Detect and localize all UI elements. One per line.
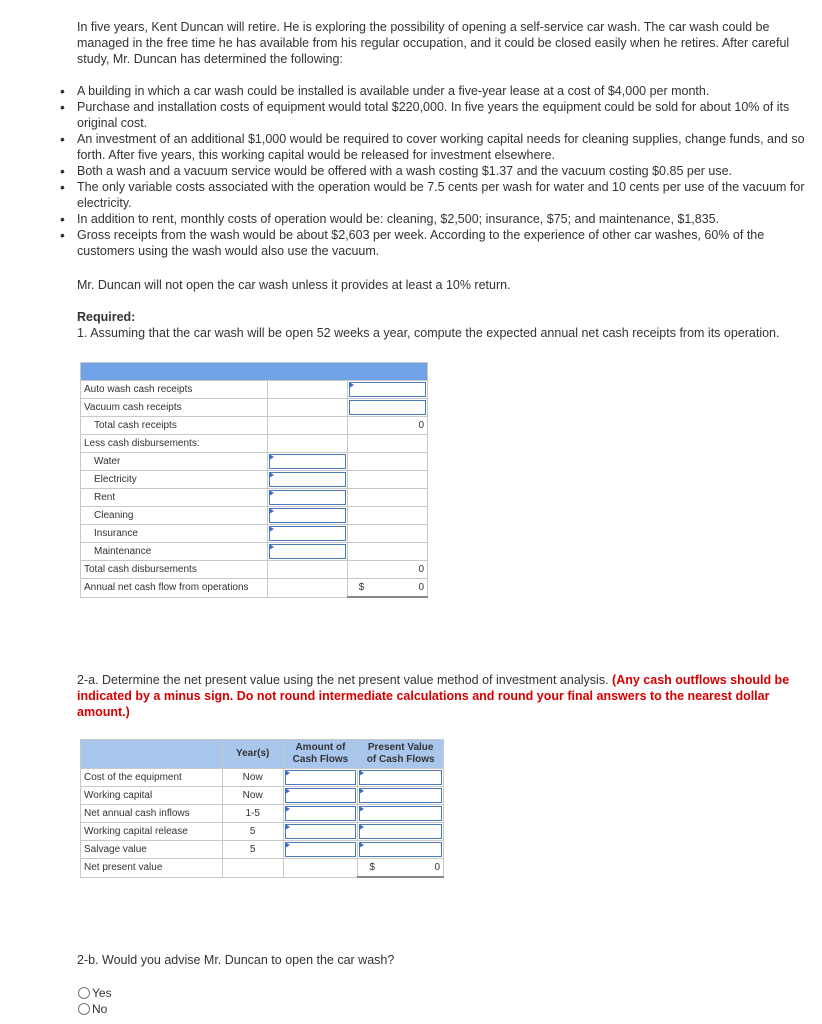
bullet-icon: •: [60, 83, 65, 99]
intro-paragraph: In five years, Kent Duncan will retire. He is exploring the possibility of opening a self-service car wash. The car wash could be managed in the free time he has available from his regular occupation, and it could be closed easily when he retires. After careful study, Mr. Duncan has determined the following:: [77, 20, 790, 66]
cleaning-input[interactable]: [267, 507, 347, 525]
table-row: [81, 489, 428, 507]
auto-wash-receipts-input[interactable]: [347, 381, 427, 399]
bullet-icon: •: [60, 99, 65, 115]
row-label: Salvage value: [81, 841, 223, 859]
table-row: [81, 417, 428, 435]
table-row: [81, 805, 444, 823]
annual-net-cash-flow: [347, 579, 427, 598]
table-row: [81, 841, 444, 859]
row-label: Total cash receipts: [81, 417, 268, 435]
list-item: • The only variable costs associated with the operation would be 7.5 cents per wash for water and 10 cents per use of the vacuum for electricity.: [60, 179, 805, 210]
annual-net-value: 0: [418, 582, 424, 593]
table-row: [81, 507, 428, 525]
working-capital-pv-input[interactable]: [358, 787, 444, 805]
insurance-input[interactable]: [267, 525, 347, 543]
radio-label: No: [92, 1002, 108, 1016]
table-row: [81, 543, 428, 561]
radio-no[interactable]: [78, 1002, 107, 1016]
bullet-icon: •: [60, 179, 65, 195]
row-label: Cost of the equipment: [81, 769, 223, 787]
radio-yes[interactable]: [78, 986, 112, 1000]
net-inflows-amount-input[interactable]: [283, 805, 358, 823]
row-year: Now: [222, 769, 283, 787]
table-row: [81, 525, 428, 543]
row-label: Auto wash cash receipts: [81, 381, 268, 399]
vacuum-receipts-input[interactable]: [347, 399, 427, 417]
equipment-pv-input[interactable]: [358, 769, 444, 787]
row-year: Now: [222, 787, 283, 805]
row-label: Insurance: [81, 525, 268, 543]
col-header-present-value: Present Value of Cash Flows: [358, 740, 444, 769]
row-label: Working capital: [81, 787, 223, 805]
row-label: Cleaning: [81, 507, 268, 525]
radio-circle-icon[interactable]: [78, 987, 90, 999]
row-label: Electricity: [81, 471, 268, 489]
instruction-note: (Any cash outflows should be indicated by a minus sign. Do not round intermediate calculations and round your final answers to the nearest dollar amount.): [77, 673, 790, 719]
col-header-years: Year(s): [222, 740, 283, 769]
table-row: [81, 381, 428, 399]
table-row: [81, 769, 444, 787]
list-item: • A building in which a car wash could be installed is available under a five-year lease at a cost of $4,000 per month.: [60, 83, 710, 99]
dollar-sign: $: [358, 582, 365, 593]
list-item: • Both a wash and a vacuum service would be offered with a wash costing $1.37 and the vacuum costing $0.85 per use.: [60, 163, 733, 179]
table-row: [81, 435, 428, 453]
row-label: Net present value: [81, 859, 223, 878]
table-row: [81, 453, 428, 471]
npv-value-cell: [358, 859, 444, 878]
table-row: [81, 471, 428, 489]
table-row: [81, 787, 444, 805]
table-row: [81, 579, 428, 598]
net-inflows-pv-input[interactable]: [358, 805, 444, 823]
table-row: [81, 561, 428, 579]
radio-label: Yes: [92, 986, 112, 1000]
working-capital-amount-input[interactable]: [283, 787, 358, 805]
wc-release-amount-input[interactable]: [283, 823, 358, 841]
electricity-input[interactable]: [267, 471, 347, 489]
question-1: 1. Assuming that the car wash will be open 52 weeks a year, compute the expected annual net cash receipts from its operation.: [77, 326, 780, 340]
equipment-amount-input[interactable]: [283, 769, 358, 787]
row-label: Working capital release: [81, 823, 223, 841]
required-section: [77, 309, 779, 341]
wc-release-pv-input[interactable]: [358, 823, 444, 841]
total-disbursements-value: 0: [347, 561, 427, 579]
list-item: • An investment of an additional $1,000 would be required to cover working capital needs for cleaning supplies, change funds, and so forth. After five years, this working capital would be released for investment elsewhere.: [60, 131, 805, 162]
bullet-icon: •: [60, 211, 65, 227]
list-item: • In addition to rent, monthly costs of operation would be: cleaning, $2,500; insurance, $75; and maintenance, $1,835.: [60, 211, 720, 227]
row-label: Annual net cash flow from operations: [81, 579, 268, 598]
npv-table: [80, 739, 444, 878]
row-label: Water: [81, 453, 268, 471]
question-2a: 2-a. Determine the net present value using the net present value method of investment analysis. (Any cash outflows should be indicated by a minus sign. Do not round intermediate calculations and round your final answers to the nearest dollar amount.): [77, 673, 790, 719]
table-row: [81, 399, 428, 417]
row-label: Maintenance: [81, 543, 268, 561]
dollar-sign: $: [369, 862, 375, 873]
bullet-icon: •: [60, 227, 65, 243]
radio-circle-icon[interactable]: [78, 1003, 90, 1015]
bullet-icon: •: [60, 163, 65, 179]
row-label: Total cash disbursements: [81, 561, 268, 579]
required-label: Required:: [77, 310, 136, 324]
salvage-pv-input[interactable]: [358, 841, 444, 859]
table-header: [81, 740, 444, 769]
row-label: Rent: [81, 489, 268, 507]
list-item: • Purchase and installation costs of equipment would total $220,000. In five years the equipment could be sold for about 10% of its original cost.: [60, 99, 790, 130]
npv-value: 0: [434, 862, 440, 873]
return-note: Mr. Duncan will not open the car wash unless it provides at least a 10% return.: [77, 278, 511, 292]
rent-input[interactable]: [267, 489, 347, 507]
maintenance-input[interactable]: [267, 543, 347, 561]
col-header-amount: Amount of Cash Flows: [283, 740, 358, 769]
row-label: Vacuum cash receipts: [81, 399, 268, 417]
salvage-amount-input[interactable]: [283, 841, 358, 859]
table-header: [81, 363, 428, 381]
facts-list: [60, 83, 812, 259]
table-row: [81, 823, 444, 841]
list-item: • Gross receipts from the wash would be about $2,603 per week. According to the experience of other car washes, 60% of the customers using the wash would also use the vacuum.: [60, 227, 765, 258]
total-receipts-value: 0: [347, 417, 427, 435]
water-input[interactable]: [267, 453, 347, 471]
table-row: [81, 859, 444, 878]
cash-receipts-table: [80, 362, 428, 598]
question-2b: 2-b. Would you advise Mr. Duncan to open the car wash?: [77, 953, 395, 967]
row-label: Less cash disbursements:: [81, 435, 268, 453]
row-year: 5: [222, 823, 283, 841]
row-year: 5: [222, 841, 283, 859]
row-year: 1-5: [222, 805, 283, 823]
bullet-icon: •: [60, 131, 65, 147]
row-label: Net annual cash inflows: [81, 805, 223, 823]
